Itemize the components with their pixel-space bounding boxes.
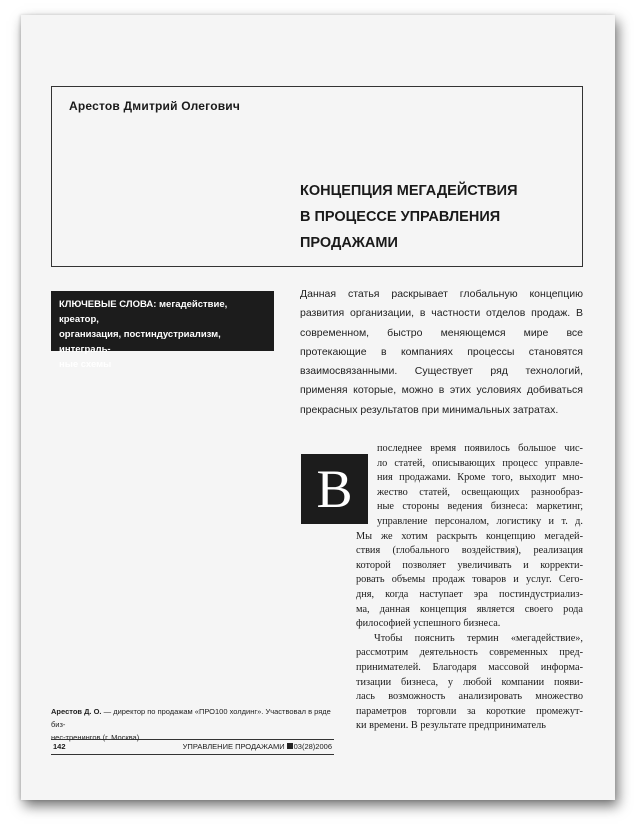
- author-name: Арестов Дмитрий Олегович: [69, 99, 241, 113]
- body-line: ки времени. В результате предприниматель: [356, 720, 546, 732]
- article-title: [300, 178, 570, 256]
- page-number: 142: [53, 742, 66, 751]
- body-line: ло статей, описывающих процесс управле-: [377, 457, 583, 469]
- body-line: ные стороны ведения бизнеса: маркетинг,: [377, 501, 583, 513]
- body-line: рассмотрим деятельность современных пред-: [356, 647, 583, 659]
- author-info-name: Арестов Д. О.: [51, 707, 102, 716]
- keywords-label: КЛЮЧЕВЫЕ СЛОВА:: [59, 299, 157, 310]
- body-line: лась возможность анализировать множество: [356, 691, 583, 703]
- body-text: [356, 442, 583, 734]
- journal-name: УПРАВЛЕНИЕ ПРОДАЖАМИ: [182, 742, 285, 751]
- body-line: параметров торговли за короткие промежут-: [356, 705, 583, 717]
- body-line: управление персоналом, логистику и т. д.: [377, 515, 583, 527]
- body-line: жество статей, освещающих разнообраз-: [377, 486, 583, 498]
- body-line: ния продажами. Кроме того, выходит мно-: [377, 472, 583, 484]
- square-bullet-icon: [287, 743, 293, 749]
- author-info-text: — директор по продажам «ПРО100 холдинг». Участвовал в ряде биз-: [51, 707, 331, 729]
- title-line-2: В ПРОЦЕССЕ УПРАВЛЕНИЯ: [300, 209, 501, 225]
- body-line: которой позволяет увеличивать и корректи-: [356, 559, 583, 571]
- keywords-line-2: организация, постиндустриализм, интеграль-: [59, 329, 221, 355]
- body-line: Чтобы пояснить термин «мегадействие»,: [374, 632, 583, 644]
- keywords-box: [51, 291, 274, 370]
- magazine-page: [21, 15, 615, 800]
- title-line-3: ПРОДАЖАМИ: [300, 235, 398, 251]
- body-line: дня, когда наступает эра постиндустриализ-: [356, 588, 583, 600]
- body-line: ровать объемы продаж товаров и услуг. Сего-: [356, 574, 583, 586]
- keywords-text-1: мегадействие, креатор,: [59, 299, 228, 325]
- abstract: Данная статья раскрывает глобальную концепцию развития организации, в частности отделов продаж. В современном, быстро меняющемся мире все протекающие в компаниях процессы становятся взаимосвязанными. Существует ряд технологий, применяя которые, можно в этих условиях добиваться прекрасных результатов при минимальных затратах.: [300, 288, 583, 416]
- keywords-line-3: ные схемы: [59, 359, 112, 370]
- body-line: ма, данная концепция является своего рода: [356, 603, 583, 615]
- page-footer: [51, 740, 334, 755]
- keywords-line-1: [59, 297, 266, 327]
- author-info-text-2: нес-тренингов (г. Москва): [51, 733, 140, 742]
- body-line: ствия (глобального воздействия), реализация: [356, 545, 583, 557]
- body-line: принимателей. Благодаря массовой информа-: [356, 661, 583, 673]
- body-line: последнее время появилось большое чис-: [377, 443, 583, 454]
- title-line-1: КОНЦЕПЦИЯ МЕГАДЕЙСТВИЯ: [300, 183, 518, 199]
- body-line: Мы же хотим раскрыть концепцию мегадей-: [356, 530, 583, 542]
- body-line: тизации бизнеса, у любой компании появи-: [356, 676, 583, 688]
- journal-info: [183, 740, 332, 754]
- body-line: философией успешного бизнеса.: [356, 618, 501, 630]
- journal-issue: 03(28)2006: [293, 742, 332, 751]
- drop-cap: В: [301, 454, 368, 524]
